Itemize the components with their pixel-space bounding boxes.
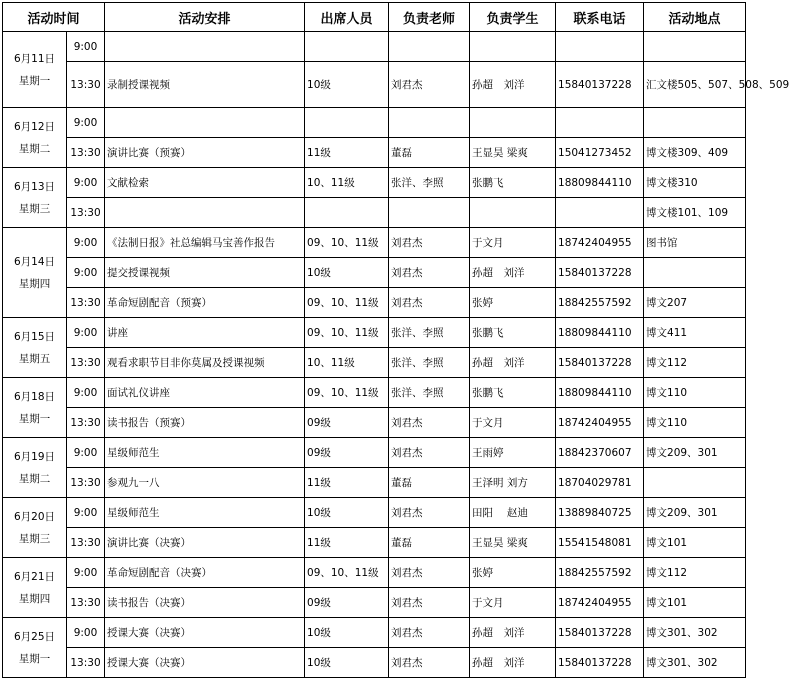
date-label: 6月11日: [13, 52, 56, 65]
date-label: 6月13日: [13, 180, 56, 193]
activity-cell: [105, 198, 305, 228]
date-cell: [3, 228, 67, 318]
location-cell: 博文112: [644, 348, 746, 378]
student-cell: 孙超 刘洋: [470, 258, 556, 288]
table-row: [3, 378, 746, 408]
teacher-cell: [389, 198, 470, 228]
weekday-label: 星期四: [18, 277, 51, 290]
location-cell: 博文楼310: [644, 168, 746, 198]
teacher-cell: 董磊: [389, 138, 470, 168]
location-cell: [644, 468, 746, 498]
phone-cell: 18809844110: [556, 378, 644, 408]
attendees-cell: [305, 198, 389, 228]
location-cell: 博文209、301: [644, 498, 746, 528]
table-row: [3, 588, 746, 618]
activity-cell: 革命短剧配音（决赛）: [105, 558, 305, 588]
location-cell: [644, 32, 746, 62]
date-label: 6月14日: [13, 255, 56, 268]
weekday-label: 星期一: [18, 74, 51, 87]
attendees-cell: 10级: [305, 62, 389, 108]
phone-cell: 15541548081: [556, 528, 644, 558]
location-cell: 博文301、302: [644, 648, 746, 678]
phone-cell: 15041273452: [556, 138, 644, 168]
activity-cell: 提交授课视频: [105, 258, 305, 288]
student-cell: 于文月: [470, 588, 556, 618]
student-cell: 王雨婷: [470, 438, 556, 468]
teacher-cell: [389, 32, 470, 62]
attendees-cell: 10级: [305, 618, 389, 648]
time-cell: 13:30: [67, 198, 105, 228]
schedule-table: [2, 2, 789, 678]
teacher-cell: 张洋、李照: [389, 378, 470, 408]
teacher-cell: 董磊: [389, 468, 470, 498]
header-student: 负责学生: [470, 3, 556, 32]
attendees-cell: 09、10、11级: [305, 558, 389, 588]
student-cell: 孙超 刘洋: [470, 62, 556, 108]
teacher-cell: 张洋、李照: [389, 168, 470, 198]
date-cell: [3, 32, 67, 108]
phone-cell: 15840137228: [556, 618, 644, 648]
table-row: [3, 498, 746, 528]
phone-cell: 15840137228: [556, 648, 644, 678]
time-cell: 13:30: [67, 528, 105, 558]
time-cell: 9:00: [67, 32, 105, 62]
activity-cell: 星级师范生: [105, 438, 305, 468]
table-row: [3, 32, 746, 62]
student-cell: [470, 108, 556, 138]
attendees-cell: 11级: [305, 468, 389, 498]
phone-cell: 18809844110: [556, 318, 644, 348]
activity-cell: 授课大赛（决赛）: [105, 648, 305, 678]
phone-cell: [556, 32, 644, 62]
attendees-cell: [305, 32, 389, 62]
header-location: 活动地点: [644, 3, 746, 32]
teacher-cell: 刘君杰: [389, 288, 470, 318]
location-cell: 博文301、302: [644, 618, 746, 648]
table-row: [3, 438, 746, 468]
table-row: [3, 198, 746, 228]
table-row: [3, 228, 746, 258]
location-cell: 博文207: [644, 288, 746, 318]
activity-cell: 讲座: [105, 318, 305, 348]
activity-cell: 读书报告（预赛）: [105, 408, 305, 438]
teacher-cell: [389, 108, 470, 138]
phone-cell: 18742404955: [556, 588, 644, 618]
table-row: [3, 618, 746, 648]
location-cell: [644, 258, 746, 288]
weekday-label: 星期五: [18, 352, 51, 365]
time-cell: 13:30: [67, 348, 105, 378]
location-cell: 博文楼309、409: [644, 138, 746, 168]
location-cell: 汇文楼505、507、508、509: [644, 62, 746, 108]
phone-cell: 15840137228: [556, 348, 644, 378]
date-cell: [3, 498, 67, 558]
teacher-cell: 董磊: [389, 528, 470, 558]
student-cell: 田阳 赵迪: [470, 498, 556, 528]
activity-cell: 革命短剧配音（预赛）: [105, 288, 305, 318]
date-cell: [3, 318, 67, 378]
table-row: [3, 108, 746, 138]
time-cell: 9:00: [67, 378, 105, 408]
activity-cell: 读书报告（决赛）: [105, 588, 305, 618]
student-cell: [470, 32, 556, 62]
weekday-label: 星期二: [18, 472, 51, 485]
teacher-cell: 刘君杰: [389, 558, 470, 588]
teacher-cell: 刘君杰: [389, 228, 470, 258]
activity-cell: 星级师范生: [105, 498, 305, 528]
phone-cell: 18842370607: [556, 438, 644, 468]
phone-cell: 13889840725: [556, 498, 644, 528]
student-cell: 于文月: [470, 408, 556, 438]
phone-cell: [556, 108, 644, 138]
student-cell: 王显昊 梁爽: [470, 138, 556, 168]
attendees-cell: 09、10、11级: [305, 378, 389, 408]
table-row: [3, 468, 746, 498]
activity-cell: [105, 32, 305, 62]
date-cell: [3, 438, 67, 498]
time-cell: 13:30: [67, 648, 105, 678]
activity-cell: 面试礼仪讲座: [105, 378, 305, 408]
table-row: [3, 288, 746, 318]
time-cell: 13:30: [67, 288, 105, 318]
student-cell: 张婷: [470, 558, 556, 588]
teacher-cell: 刘君杰: [389, 648, 470, 678]
table-row: [3, 648, 746, 678]
time-cell: 9:00: [67, 228, 105, 258]
attendees-cell: [305, 108, 389, 138]
activity-cell: 观看求职节目非你莫属及授课视频: [105, 348, 305, 378]
activity-cell: [105, 108, 305, 138]
activity-cell: 参观九一八: [105, 468, 305, 498]
teacher-cell: 刘君杰: [389, 498, 470, 528]
teacher-cell: 张洋、李照: [389, 348, 470, 378]
teacher-cell: 刘君杰: [389, 258, 470, 288]
weekday-label: 星期三: [18, 532, 51, 545]
table-row: [3, 62, 746, 108]
attendees-cell: 09级: [305, 438, 389, 468]
phone-cell: 18742404955: [556, 408, 644, 438]
time-cell: 13:30: [67, 468, 105, 498]
student-cell: 孙超 刘洋: [470, 348, 556, 378]
weekday-label: 星期一: [18, 652, 51, 665]
attendees-cell: 11级: [305, 138, 389, 168]
phone-cell: [556, 198, 644, 228]
student-cell: 王显昊 梁爽: [470, 528, 556, 558]
date-cell: [3, 618, 67, 678]
date-label: 6月15日: [13, 330, 56, 343]
header-time: 活动时间: [3, 3, 105, 32]
header-attendees: 出席人员: [305, 3, 389, 32]
date-label: 6月12日: [13, 120, 56, 133]
location-cell: 博文209、301: [644, 438, 746, 468]
teacher-cell: 刘君杰: [389, 438, 470, 468]
location-cell: 博文411: [644, 318, 746, 348]
table-row: [3, 318, 746, 348]
attendees-cell: 09、10、11级: [305, 228, 389, 258]
header-phone: 联系电话: [556, 3, 644, 32]
student-cell: 张鹏飞: [470, 318, 556, 348]
student-cell: [470, 198, 556, 228]
attendees-cell: 11级: [305, 528, 389, 558]
student-cell: 张婷: [470, 288, 556, 318]
time-cell: 9:00: [67, 318, 105, 348]
location-cell: 博文112: [644, 558, 746, 588]
attendees-cell: 10、11级: [305, 348, 389, 378]
student-cell: 孙超 刘洋: [470, 648, 556, 678]
attendees-cell: 10级: [305, 498, 389, 528]
header-row: [3, 3, 746, 32]
location-cell: 博文110: [644, 408, 746, 438]
location-cell: [644, 108, 746, 138]
phone-cell: 18842557592: [556, 558, 644, 588]
table-row: [3, 348, 746, 378]
time-cell: 13:30: [67, 408, 105, 438]
time-cell: 9:00: [67, 438, 105, 468]
attendees-cell: 09、10、11级: [305, 288, 389, 318]
date-label: 6月19日: [13, 450, 56, 463]
location-cell: 博文楼101、109: [644, 198, 746, 228]
table-row: [3, 408, 746, 438]
teacher-cell: 刘君杰: [389, 62, 470, 108]
date-label: 6月18日: [13, 390, 56, 403]
phone-cell: 18742404955: [556, 228, 644, 258]
date-label: 6月25日: [13, 630, 56, 643]
table-row: [3, 168, 746, 198]
teacher-cell: 刘君杰: [389, 618, 470, 648]
phone-cell: 15840137228: [556, 258, 644, 288]
phone-cell: 18842557592: [556, 288, 644, 318]
schedule-body: [3, 32, 789, 678]
weekday-label: 星期二: [18, 142, 51, 155]
location-cell: 博文101: [644, 588, 746, 618]
student-cell: 于文月: [470, 228, 556, 258]
phone-cell: 18704029781: [556, 468, 644, 498]
date-label: 6月21日: [13, 570, 56, 583]
weekday-label: 星期一: [18, 412, 51, 425]
time-cell: 9:00: [67, 108, 105, 138]
attendees-cell: 10级: [305, 648, 389, 678]
location-cell: 博文101: [644, 528, 746, 558]
header-activity: 活动安排: [105, 3, 305, 32]
attendees-cell: 09、10、11级: [305, 318, 389, 348]
student-cell: 张鹏飞: [470, 378, 556, 408]
date-cell: [3, 168, 67, 228]
header-teacher: 负责老师: [389, 3, 470, 32]
activity-cell: 《法制日报》社总编辑马宝善作报告: [105, 228, 305, 258]
student-cell: 张鹏飞: [470, 168, 556, 198]
teacher-cell: 刘君杰: [389, 588, 470, 618]
time-cell: 9:00: [67, 258, 105, 288]
weekday-label: 星期四: [18, 592, 51, 605]
activity-cell: 授课大赛（决赛）: [105, 618, 305, 648]
time-cell: 13:30: [67, 62, 105, 108]
time-cell: 9:00: [67, 498, 105, 528]
attendees-cell: 09级: [305, 588, 389, 618]
time-cell: 9:00: [67, 618, 105, 648]
table-row: [3, 558, 746, 588]
teacher-cell: 张洋、李照: [389, 318, 470, 348]
activity-cell: 文献检索: [105, 168, 305, 198]
table-row: [3, 528, 746, 558]
phone-cell: 15840137228: [556, 62, 644, 108]
teacher-cell: 刘君杰: [389, 408, 470, 438]
date-label: 6月20日: [13, 510, 56, 523]
student-cell: 孙超 刘洋: [470, 618, 556, 648]
attendees-cell: 10、11级: [305, 168, 389, 198]
time-cell: 13:30: [67, 588, 105, 618]
time-cell: 9:00: [67, 558, 105, 588]
date-cell: [3, 378, 67, 438]
phone-cell: 18809844110: [556, 168, 644, 198]
table-row: [3, 258, 746, 288]
date-cell: [3, 558, 67, 618]
weekday-label: 星期三: [18, 202, 51, 215]
student-cell: 王泽明 刘方: [470, 468, 556, 498]
date-cell: [3, 108, 67, 168]
attendees-cell: 10级: [305, 258, 389, 288]
activity-cell: 演讲比赛（预赛）: [105, 138, 305, 168]
time-cell: 13:30: [67, 138, 105, 168]
time-cell: 9:00: [67, 168, 105, 198]
activity-cell: 录制授课视频: [105, 62, 305, 108]
attendees-cell: 09级: [305, 408, 389, 438]
table-row: [3, 138, 746, 168]
activity-cell: 演讲比赛（决赛）: [105, 528, 305, 558]
location-cell: 图书馆: [644, 228, 746, 258]
location-cell: 博文110: [644, 378, 746, 408]
